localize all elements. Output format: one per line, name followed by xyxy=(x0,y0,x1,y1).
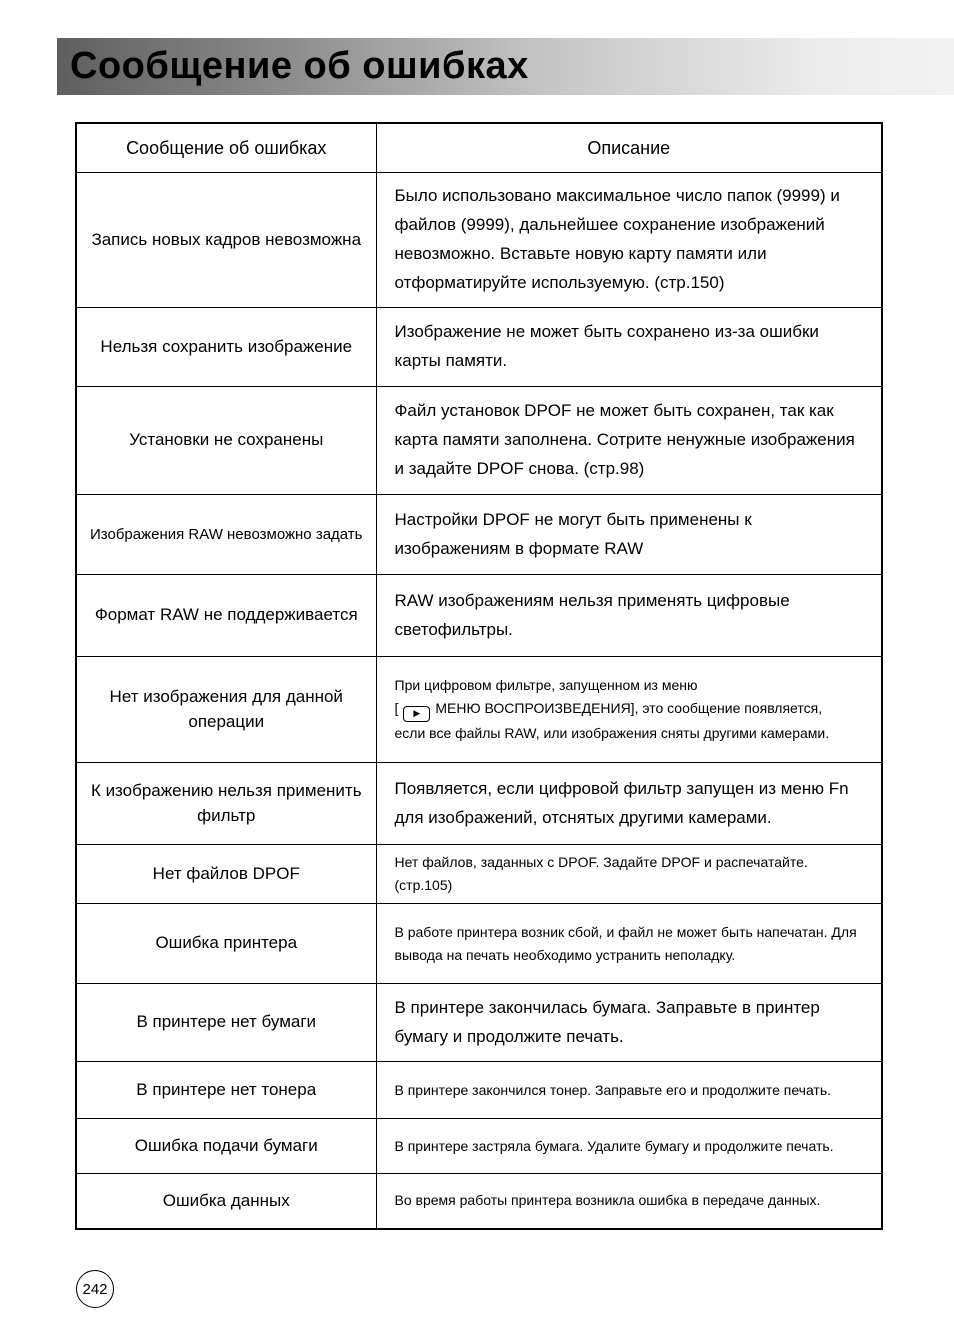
description-cell: В принтере закончилась бумага. Заправьте в принтер бумагу и продолжите печать. xyxy=(376,984,882,1062)
column-header-description: Описание xyxy=(376,123,882,173)
error-message-cell: Формат RAW не поддерживается xyxy=(76,575,376,657)
error-table xyxy=(75,122,883,1230)
table-row xyxy=(76,173,882,308)
column-header-message: Сообщение об ошибках xyxy=(76,123,376,173)
table-row xyxy=(76,387,882,495)
error-table-container xyxy=(75,122,883,1230)
error-message-cell: Ошибка подачи бумаги xyxy=(76,1119,376,1174)
error-message-cell: Нет файлов DPOF xyxy=(76,845,376,904)
description-cell: Изображение не может быть сохранено из-за ошибки карты памяти. xyxy=(376,308,882,387)
description-cell: RAW изображениям нельзя применять цифровые светофильтры. xyxy=(376,575,882,657)
playback-menu-icon xyxy=(403,706,430,722)
table-row xyxy=(76,1062,882,1119)
description-cell: Файл установок DPOF не может быть сохранен, так как карта памяти заполнена. Сотрите ненужные изображения и задайте DPOF снова. (стр.98) xyxy=(376,387,882,495)
error-message-cell: Нельзя сохранить изображение xyxy=(76,308,376,387)
description-cell: Во время работы принтера возникла ошибка в передаче данных. xyxy=(376,1174,882,1229)
error-message-cell: Запись новых кадров невозможна xyxy=(76,173,376,308)
table-row xyxy=(76,1174,882,1229)
error-message-cell: К изображению нельзя применить фильтр xyxy=(76,763,376,845)
table-header-row xyxy=(76,123,882,173)
error-message-cell: Ошибка принтера xyxy=(76,904,376,984)
description-cell xyxy=(376,657,882,763)
table-row xyxy=(76,1119,882,1174)
error-message-cell: В принтере нет бумаги xyxy=(76,984,376,1062)
error-message-cell: Установки не сохранены xyxy=(76,387,376,495)
description-cell: Настройки DPOF не могут быть применены к изображениям в формате RAW xyxy=(376,495,882,575)
table-row xyxy=(76,657,882,763)
page-title-bar xyxy=(57,38,954,95)
page-title: Сообщение об ошибках xyxy=(70,45,529,87)
description-line: если все файлы RAW, или изображения сняты другими камерами. xyxy=(394,724,830,741)
table-row xyxy=(76,495,882,575)
table-row xyxy=(76,984,882,1062)
play-icon: ▶ xyxy=(413,708,421,719)
table-row xyxy=(76,904,882,984)
description-cell: Было использовано максимальное число папок (9999) и файлов (9999), дальнейшее сохранение изображений невозможно. Вставьте новую карту памяти или отформатируйте используемую. (стр.150) xyxy=(376,173,882,308)
table-row xyxy=(76,845,882,904)
error-message-cell: Изображения RAW невозможно задать xyxy=(76,495,376,575)
table-row xyxy=(76,763,882,845)
description-line: [ ▶ МЕНЮ ВОСПРОИЗВЕДЕНИЯ], это сообщение появляется, xyxy=(395,697,870,722)
error-message-cell: В принтере нет тонера xyxy=(76,1062,376,1119)
page-number: 242 xyxy=(76,1270,114,1308)
description-cell: В принтере застряла бумага. Удалите бумагу и продолжите печать. xyxy=(376,1119,882,1174)
description-cell: Нет файлов, заданных с DPOF. Задайте DPOF и распечатайте. (стр.105) xyxy=(376,845,882,904)
table-row xyxy=(76,308,882,387)
table-row xyxy=(76,575,882,657)
description-cell: Появляется, если цифровой фильтр запущен из меню Fn для изображений, отснятых другими камерами. xyxy=(376,763,882,845)
description-line: При цифровом фильтре, запущенном из меню xyxy=(394,677,698,694)
error-message-cell: Нет изображения для данной операции xyxy=(76,657,376,763)
description-cell: В работе принтера возник сбой, и файл не может быть напечатан. Для вывода на печать необходимо устранить неполадку. xyxy=(376,904,882,984)
error-message-cell: Ошибка данных xyxy=(76,1174,376,1229)
description-cell: В принтере закончился тонер. Заправьте его и продолжите печать. xyxy=(376,1062,882,1119)
